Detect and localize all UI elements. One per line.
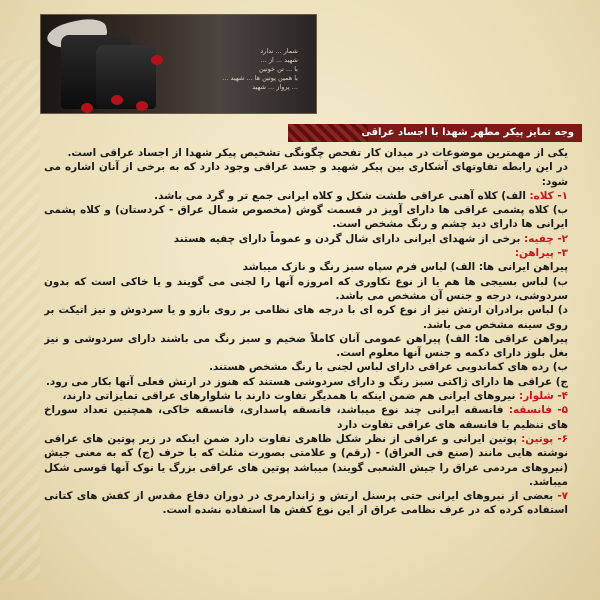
rose-petal [136,101,148,111]
article-paragraph [44,360,568,374]
rose-petal [81,103,93,113]
article-paragraph [44,432,568,489]
article-paragraph [44,375,568,389]
article-paragraph [44,189,568,203]
paragraph-text: فانسقه ایرانی چند نوع میباشد، فانسقه پاسداری، فانسقه خاکی، همچنین تعداد سوراخ های تنظیم با فانسقه های عراقی تفاوت دارد [44,404,568,431]
banner-image [40,14,317,114]
article-paragraph [44,303,568,332]
article-paragraph [44,232,568,246]
item-label: ۱- کلاه: [529,189,568,202]
rose-petal [111,95,123,105]
poem-line: شهید ... از ... [260,56,298,64]
poem-line: با ... تن خونین [258,65,298,73]
article-paragraph [44,146,568,160]
paragraph-text: پیراهن ایرانی ها: الف) لباس فرم سپاه سبز رنگ و نازک میباشد [242,261,568,274]
article-paragraph [44,332,568,361]
paragraph-text: ب) لباس بسیجی ها هم یا از نوع تکاوری که امروزه آنها را لجنی می گویند و یا خاکی است که بدون سردوشی، درجه و جنس آن مشخص می باشد. [44,275,568,302]
article-paragraph [44,389,568,403]
banner-poem [188,47,298,92]
poem-line: با همین پوتین ها ... شهید ... [222,74,298,82]
item-label: ۴- شلوار: [519,390,568,403]
paragraph-text: پوتین ایرانی و عراقی از نظر شکل ظاهری تفاوت دارد ضمن اینکه در زیر پوتین های عراقی نوشته هایی مانند (صنع فی العراق) - (رقم) و علامتی بصورت مثلث که با حرف (ج) که به معنی جیش (نیروهای مردمی عراق را جیش الشعبی گویند) میباشد پوتین های عراقی بزرگ یا نوک آنها قوسی شکل میباشد. [44,432,568,488]
article-paragraph [44,403,568,432]
paragraph-text: ب) رده های کماندویی عراقی دارای لباس لجنی با رنگ مشخص هستند. [209,361,568,374]
left-decoration [0,60,40,580]
paragraph-text: یکی از مهمترین موضوعات در میدان کار تفحص چگونگی تشخیص پیکر شهدا از اجساد عراقی است. [67,147,568,159]
article-paragraph [44,489,568,518]
paragraph-text: بعضی از نیروهای ایرانی حتی پرسنل ارتش و ژاندارمری در دوران دفاع مقدس از کفش های کتانی استفاده کرده که در عرف نظامی عراق از این نوع کفش ها استفاده نشده است. [44,490,568,517]
article-paragraph [44,246,568,260]
star-pattern-decoration [288,124,368,142]
section-title: وجه تمایز پیکر مطهر شهدا با اجساد عراقی [361,127,574,138]
section-title-bar [288,124,582,142]
poem-line: ... پرواز ... شهید [252,83,298,91]
paragraph-text: ب) کلاه پشمی عراقی ها دارای آویز در قسمت گوش (مخصوص شمال عراق - کردستان) و کلاه پشمی ایرانی ها دارای دید چشم و رنگ مشخص است. [44,204,568,231]
article-body [44,146,568,591]
item-label: ۶- پوتین: [521,432,568,445]
paragraph-text: د) لباس برادران ارتش نیز از نوع کره ای با درجه های نظامی بر روی بازو و یا سردوش و نیز اتیکت بر روی سینه مشخص می باشد. [44,304,568,331]
item-label: ۳- پیراهن: [514,247,568,260]
paragraph-text: الف) کلاه آهنی عراقی طشت شکل و کلاه ایرانی جمع تر و گرد می باشد. [154,189,530,202]
paragraph-text: ج) عراقی ها دارای ژاکتی سبز رنگ و دارای سردوشی هستند که هنوز در ارتش فعلی آنها بکار می رود. [45,375,568,388]
item-label: ۲- چفیه: [524,232,568,245]
item-label: ۵- فانسقه: [508,404,568,417]
poem-line: شمار ... ندارد [260,47,298,55]
article-paragraph [44,203,568,232]
article-paragraph [44,275,568,304]
article-paragraph [44,160,568,189]
paragraph-text: نیروهای ایرانی هم ضمن اینکه با همدیگر تفاوت دارند با شلوارهای عراقی تمایزاتی دارند، [62,390,520,403]
item-label: ۷- [557,490,568,503]
paragraph-text: در این رابطه تفاوتهای آشکاری بین پیکر شهید و جسد عراقی وجود دارد که به برخی از آنان اشاره می شود: [44,161,568,188]
rose-petal [151,55,163,65]
article-paragraph [44,260,568,274]
paragraph-text: پیراهن عراقی ها: الف) پیراهن عمومی آنان کاملاً ضخیم و سبز رنگ می باشند دارای سردوشی و نیز بغل بلوز دارای دکمه و جنس آنها معلوم است. [44,332,568,360]
boot-right [96,45,156,109]
paragraph-text: برخی از شهدای ایرانی دارای شال گردن و عموماً دارای چفیه هستند [173,232,525,245]
